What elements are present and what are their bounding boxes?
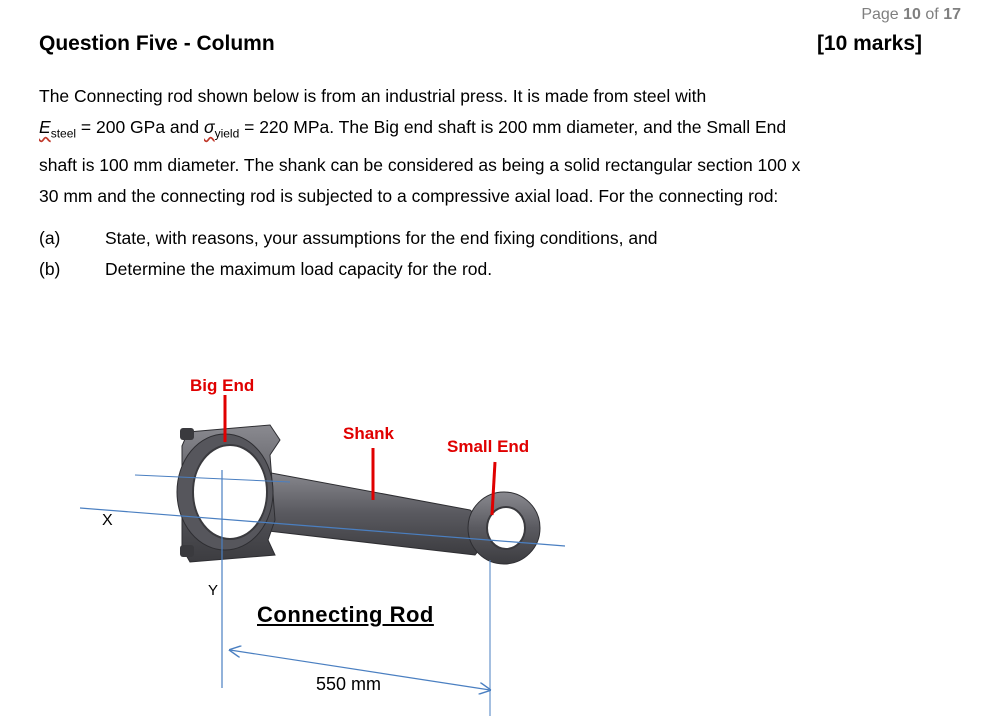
part-b-label: (b) bbox=[39, 259, 61, 279]
body-line-3: shaft is 100 mm diameter. The shank can be considered as being a solid rectangular section 100 x bbox=[39, 154, 801, 175]
e-value: = 200 GPa and bbox=[76, 117, 204, 137]
page-of: of bbox=[925, 6, 939, 23]
big-end-bore bbox=[193, 445, 267, 539]
shank-label: Shank bbox=[343, 424, 395, 443]
question-parts bbox=[39, 223, 658, 285]
dimension-label: 550 mm bbox=[316, 674, 382, 694]
bolt-top bbox=[180, 428, 194, 440]
body-line-1: The Connecting rod shown below is from an industrial press. It is made from steel with bbox=[39, 86, 707, 106]
figure-title: Connecting Rod bbox=[257, 602, 434, 627]
connecting-rod-drawing bbox=[70, 370, 590, 716]
part-a-text: State, with reasons, your assumptions for the end fixing conditions, and bbox=[105, 228, 658, 248]
part-a bbox=[39, 223, 658, 254]
x-axis-label: X bbox=[102, 512, 113, 529]
sigma-symbol: σ bbox=[204, 117, 215, 137]
question-body bbox=[39, 81, 922, 212]
bolt-bottom bbox=[180, 545, 194, 557]
body-line-4: 30 mm and the connecting rod is subjected to a compressive axial load. For the connecting rod: bbox=[39, 185, 779, 206]
y-axis-label: Y bbox=[208, 582, 219, 599]
sigma-value: = 220 MPa. The Big end shaft is 200 mm diameter, and the Small End bbox=[239, 117, 787, 137]
page-number bbox=[861, 6, 961, 24]
question-marks: [10 marks] bbox=[816, 32, 922, 55]
page-label: Page bbox=[861, 6, 899, 23]
e-subscript: steel bbox=[50, 126, 77, 141]
page-total: 17 bbox=[943, 6, 961, 23]
connecting-rod-figure bbox=[70, 370, 590, 716]
big-end-label: Big End bbox=[190, 376, 255, 395]
question-title: Question Five - Column bbox=[39, 32, 275, 55]
e-symbol: E bbox=[39, 117, 51, 137]
page-current: 10 bbox=[903, 6, 921, 23]
body-line-2 bbox=[39, 112, 922, 150]
part-a-label: (a) bbox=[39, 228, 61, 248]
small-end-label: Small End bbox=[447, 437, 530, 456]
part-b bbox=[39, 254, 658, 285]
part-b-text: Determine the maximum load capacity for the rod. bbox=[105, 259, 493, 279]
sigma-subscript: yield bbox=[214, 126, 240, 141]
